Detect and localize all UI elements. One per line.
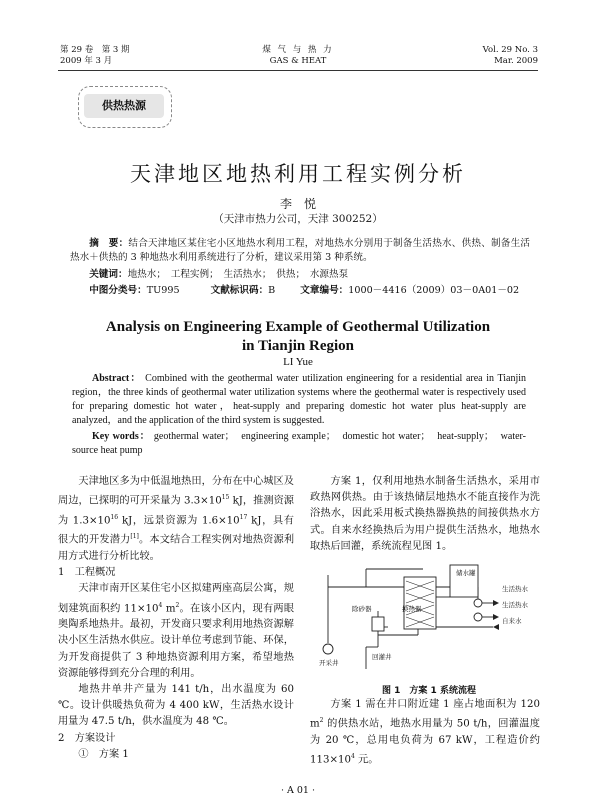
subsection-heading: ① 方案 1 [78, 748, 129, 760]
section-heading-1: 1 工程概况 [58, 567, 116, 579]
author-cn: 李 悦 [279, 197, 316, 211]
label-out3: 自来水 [502, 617, 522, 625]
title-en-line2: in Tianjin Region [242, 338, 354, 354]
header-journal: 煤 气 与 热 力 GAS & HEAT [262, 45, 334, 66]
abstract-en: Abstract： Combined with the geothermal water utilization engineering for a residential area in Tianjin region，the three kinds of geothermal water utilization systems where the geothermal water is respectively used for preparing domestic hot water，heat-supply and preparing domestic hot water plus heat-supply are analyzed，and the application of the third system is suggested. [72, 373, 527, 426]
label-inj-well: 回灌井 [372, 653, 392, 661]
figure-1-diagram [318, 557, 540, 679]
author-en: LI Yue [283, 356, 313, 368]
classification-cn: 中图分类号：TU995 文献标识码：B 文章编号：1000－4416（2009）03－0A01－02 [89, 285, 520, 296]
paragraph: 天津市南开区某住宅小区拟建两座高层公寓，规划建筑面积约 $11\times 10^4$ $m^2$。在该小区内，现有两眼奥陶系地热井。最初，开发商只要求利用地热资源解决小区生活热水供应。设计单位考虑到节能、环保，为开发商提供了 3 种地热资源利用方案，希望地热资源能够得到充分合理的利用。 [58, 583, 295, 679]
keywords-en: Key words： geothermal water； engineering example； domestic hot water； heat-supply； water-source heat pump [72, 431, 526, 456]
label-out2: 生活热水 [502, 601, 528, 609]
right-column-top [310, 474, 540, 555]
paragraph: 地热井单井产量为 141 t/h，出水温度为 60 ℃。设计供暖热负荷为 4 400 kW，生活热水设计用量为 47.5 t/h，供水温度为 48 ℃。 [58, 684, 294, 728]
page-number: · A 01 · [280, 785, 316, 796]
section-heading-2: 2 方案设计 [58, 732, 116, 744]
label-hx: 换热器 [402, 605, 422, 613]
paragraph: 方案 1 需在井口附近建 1 座占地面积为 120 $m^2$ 的供热水站，地热水用量为 50 t/h，回灌温度为 20 ℃，总用电负荷为 67 kW，工程造价约 $113\times 10^4$ 元。 [310, 699, 540, 766]
label-desander: 除砂器 [352, 605, 372, 613]
label-tank: 储水罐 [456, 569, 476, 577]
paragraph: 天津地区多为中低温地热田，分布在中心城区及周边，已探明的可开采量为 $3.3\times 10^{15}$ kJ，推测资源为 $1.3\times 10^{16}$ kJ，远景资源为 $1.6\times 10^{17}$ kJ，具有很大的开发潜力[1]。本文结合工程实例对地热资源利用方式进行分析比较。 [58, 476, 295, 562]
header-volume: 第 29 卷 第 3 期 2009 年 3 月 [60, 45, 130, 66]
label-out1: 生活热水 [502, 585, 528, 593]
label-prod-well: 开采井 [319, 659, 339, 667]
header-rule [58, 70, 538, 71]
title-cn: 天津地区地热利用工程实例分析 [130, 162, 466, 186]
left-column [58, 474, 294, 763]
column-tag: 供热热源 [84, 94, 164, 118]
header-issue: Vol. 29 No. 3 Mar. 2009 [482, 45, 538, 66]
paragraph: 方案 1，仅利用地热水制备生活热水，采用市政热网供热。由于该热储层地热水不能直接作为洗浴热水，因此采用板式换热器换热的间接供热水方式。自来水经换热后为用户提供生活热水，地热水取热后回灌，系统流程见图 1。 [310, 476, 540, 552]
abstract-cn: 摘 要：结合天津地区某住宅小区地热水利用工程，对地热水分别用于制备生活热水、供热、制备生活热水＋供热的 3 种地热水利用系统进行了分析，建议采用第 3 种系统。 [70, 238, 531, 263]
keywords-cn: 关键词：地热水； 工程实例； 生活热水； 供热； 水源热泵 [89, 269, 349, 280]
affiliation-cn: （天津市热力公司，天津 300252） [213, 213, 383, 225]
right-column-bottom [310, 697, 540, 769]
figure-1-caption: 图 1 方案 1 系统流程 [382, 686, 476, 696]
title-en-line1: Analysis on Engineering Example of Geothermal Utilization [105, 319, 491, 335]
